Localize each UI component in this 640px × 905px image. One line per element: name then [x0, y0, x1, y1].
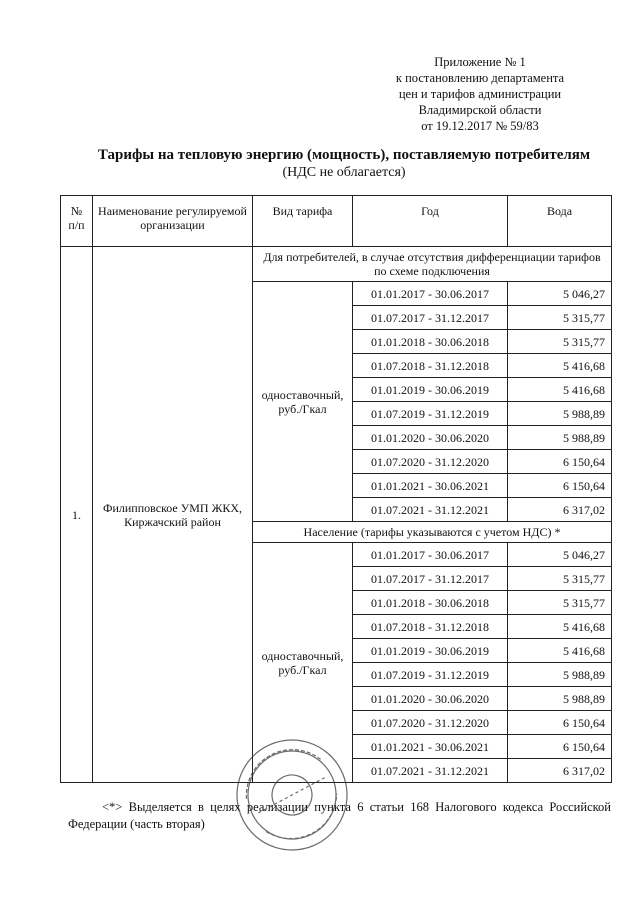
period-cell: 01.01.2019 - 30.06.2019 [353, 639, 508, 663]
period-cell: 01.07.2019 - 31.12.2019 [353, 402, 508, 426]
period-cell: 01.07.2020 - 31.12.2020 [353, 711, 508, 735]
document-title: Тарифы на тепловую энергию (мощность), поставляемую потребителям [97, 147, 591, 163]
value-cell: 5 988,89 [508, 663, 612, 687]
value-cell: 5 416,68 [508, 615, 612, 639]
value-cell: 5 315,77 [508, 591, 612, 615]
period-cell: 01.01.2020 - 30.06.2020 [353, 426, 508, 450]
official-stamp-icon [232, 735, 352, 855]
tariff-type: одноставочный, руб./Гкал [253, 282, 353, 522]
value-cell: 5 416,68 [508, 639, 612, 663]
value-cell: 5 988,89 [508, 687, 612, 711]
value-cell: 5 416,68 [508, 378, 612, 402]
value-cell: 6 150,64 [508, 711, 612, 735]
appendix-line: от 19.12.2017 № 59/83 [421, 119, 539, 133]
period-cell: 01.07.2020 - 31.12.2020 [353, 450, 508, 474]
value-cell: 6 317,02 [508, 498, 612, 522]
tariff-type: одноставочный, руб./Гкал [253, 543, 353, 783]
tariff-table [60, 195, 612, 783]
period-cell: 01.07.2017 - 31.12.2017 [353, 567, 508, 591]
value-cell: 5 988,89 [508, 402, 612, 426]
value-cell: 5 046,27 [508, 543, 612, 567]
period-cell: 01.07.2018 - 31.12.2018 [353, 354, 508, 378]
value-cell: 5 315,77 [508, 330, 612, 354]
period-cell: 01.07.2019 - 31.12.2019 [353, 663, 508, 687]
period-cell: 01.01.2021 - 30.06.2021 [353, 474, 508, 498]
period-cell: 01.01.2017 - 30.06.2017 [353, 543, 508, 567]
appendix-block [380, 54, 580, 134]
header-num: № п/п [61, 196, 93, 247]
appendix-line: Владимирской области [418, 103, 542, 117]
appendix-line: к постановлению департамента [395, 71, 565, 85]
period-cell: 01.01.2019 - 30.06.2019 [353, 378, 508, 402]
value-cell: 6 317,02 [508, 759, 612, 783]
value-cell: 6 150,64 [508, 450, 612, 474]
organization-name: Филипповское УМП ЖКХ, Киржачский район [93, 247, 253, 783]
period-cell: 01.07.2018 - 31.12.2018 [353, 615, 508, 639]
value-cell: 5 315,77 [508, 567, 612, 591]
value-cell: 5 046,27 [508, 282, 612, 306]
period-cell: 01.01.2018 - 30.06.2018 [353, 330, 508, 354]
value-cell: 6 150,64 [508, 474, 612, 498]
period-cell: 01.07.2017 - 31.12.2017 [353, 306, 508, 330]
header-organization: Наименование регулируемой организации [93, 196, 253, 247]
period-cell: 01.01.2020 - 30.06.2020 [353, 687, 508, 711]
header-year: Год [353, 196, 508, 247]
period-cell: 01.07.2021 - 31.12.2021 [353, 759, 508, 783]
section-heading: Для потребителей, в случае отсутствия дифференциации тарифов по схеме подключения [253, 247, 612, 282]
table-header-row [61, 196, 612, 247]
period-cell: 01.07.2021 - 31.12.2021 [353, 498, 508, 522]
period-cell: 01.01.2018 - 30.06.2018 [353, 591, 508, 615]
value-cell: 5 988,89 [508, 426, 612, 450]
period-cell: 01.01.2017 - 30.06.2017 [353, 282, 508, 306]
row-number: 1. [61, 247, 93, 783]
period-cell: 01.01.2021 - 30.06.2021 [353, 735, 508, 759]
value-cell: 5 416,68 [508, 354, 612, 378]
value-cell: 5 315,77 [508, 306, 612, 330]
section-heading: Население (тарифы указываются с учетом НДС) * [253, 522, 612, 543]
appendix-line: Приложение № 1 [434, 55, 526, 69]
footnote: <*> Выделяется в целях реализации пункта 6 статьи 168 Налогового кодекса Российской Федерации (часть вторая) [68, 800, 611, 831]
value-cell: 6 150,64 [508, 735, 612, 759]
section-heading-row [61, 247, 612, 282]
header-tariff-type: Вид тарифа [253, 196, 353, 247]
appendix-line: цен и тарифов администрации [398, 87, 562, 101]
header-water: Вода [508, 196, 612, 247]
document-subtitle: (НДС не облагается) [282, 165, 406, 180]
